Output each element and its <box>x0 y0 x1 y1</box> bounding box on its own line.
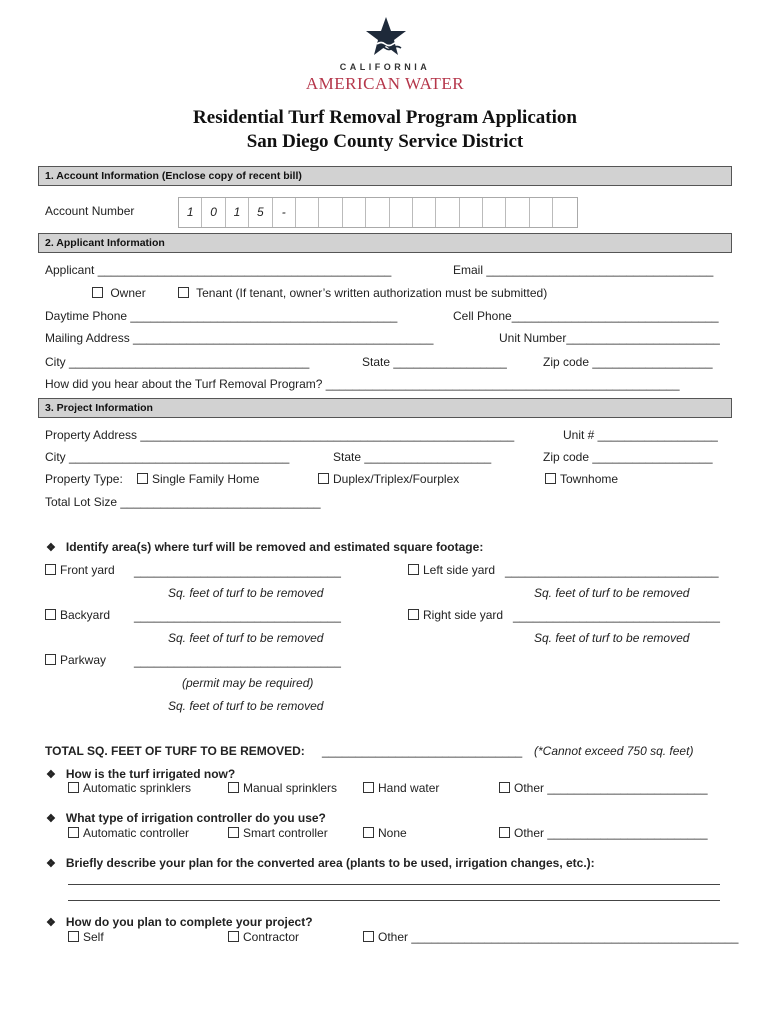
plan-input-line-1[interactable] <box>68 884 720 885</box>
duplex-checkbox[interactable] <box>318 473 329 484</box>
plan-input-line-2[interactable] <box>68 900 720 901</box>
self-label: Self <box>83 930 104 944</box>
controller-none-option[interactable] <box>363 826 407 840</box>
left-side-yard-option[interactable] <box>408 563 495 577</box>
left-side-yard-caption: Sq. feet of turf to be removed <box>534 586 690 600</box>
backyard-sqft-input[interactable]: _______________________________ <box>134 609 341 623</box>
account-number-input[interactable] <box>178 197 578 228</box>
front-yard-option[interactable] <box>45 563 115 577</box>
account-digit[interactable] <box>366 198 389 227</box>
controller-other-checkbox[interactable] <box>499 827 510 838</box>
property-type-label: Property Type: <box>45 472 123 486</box>
controller-other-option[interactable] <box>499 826 708 840</box>
manual-sprinklers-checkbox[interactable] <box>228 782 239 793</box>
front-yard-caption: Sq. feet of turf to be removed <box>168 586 324 600</box>
complete-question: ❖ How do you plan to complete your project? <box>46 915 313 929</box>
automatic-controller-checkbox[interactable] <box>68 827 79 838</box>
account-digit[interactable]: 0 <box>202 198 225 227</box>
owner-label: Owner <box>110 286 146 300</box>
total-sqft-input[interactable]: ______________________________ <box>322 744 523 758</box>
none-checkbox[interactable] <box>363 827 374 838</box>
right-side-yard-label: Right side yard <box>423 608 504 622</box>
property-state-field[interactable]: State ___________________ <box>333 450 492 464</box>
section-3-header: 3. Project Information <box>38 398 732 418</box>
total-sqft-note: (*Cannot exceed 750 sq. feet) <box>534 744 694 758</box>
hand-water-checkbox[interactable] <box>363 782 374 793</box>
property-unit-field[interactable]: Unit # __________________ <box>563 428 718 442</box>
account-digit[interactable]: 1 <box>226 198 249 227</box>
plan-question: ❖ Briefly describe your plan for the converted area (plants to be used, irrigation changes, etc.): <box>46 856 595 870</box>
heard-about-field[interactable]: How did you hear about the Turf Removal Program? _____________________________________________________ <box>45 377 680 391</box>
account-digit[interactable] <box>530 198 553 227</box>
property-zip-field[interactable]: Zip code __________________ <box>543 450 713 464</box>
front-yard-checkbox[interactable] <box>45 564 56 575</box>
email-field[interactable]: Email __________________________________ <box>453 263 714 277</box>
automatic-sprinklers-label: Automatic sprinklers <box>83 781 192 795</box>
areas-heading: ❖ Identify area(s) where turf will be removed and estimated square footage: <box>46 540 484 554</box>
backyard-checkbox[interactable] <box>45 609 56 620</box>
account-digit[interactable] <box>319 198 342 227</box>
city-field[interactable]: City ____________________________________ <box>45 355 310 369</box>
account-digit[interactable] <box>390 198 413 227</box>
single-family-checkbox[interactable] <box>137 473 148 484</box>
logo-american-water: AMERICAN WATER <box>305 74 465 93</box>
manual-sprinklers-label: Manual sprinklers <box>243 781 338 795</box>
front-yard-sqft-input[interactable]: _______________________________ <box>134 564 341 578</box>
complete-contractor-option[interactable] <box>228 930 299 944</box>
front-yard-label: Front yard <box>60 563 115 577</box>
account-digit[interactable] <box>296 198 319 227</box>
left-side-yard-sqft-input[interactable]: ________________________________ <box>505 564 719 578</box>
account-number-label: Account Number <box>45 204 135 218</box>
backyard-caption: Sq. feet of turf to be removed <box>168 631 324 645</box>
logo-california: CALIFORNIA <box>339 62 431 72</box>
parkway-caption: Sq. feet of turf to be removed <box>168 699 324 713</box>
right-side-yard-checkbox[interactable] <box>408 609 419 620</box>
star-logo-icon <box>365 16 407 58</box>
diamond-bullet-icon: ❖ <box>46 917 56 929</box>
backyard-label: Backyard <box>60 608 111 622</box>
controller-question: ❖ What type of irrigation controller do you use? <box>46 811 326 825</box>
single-family-label: Single Family Home <box>152 472 260 486</box>
section-1-header: 1. Account Information (Enclose copy of recent bill) <box>38 166 732 186</box>
none-label: None <box>378 826 407 840</box>
parkway-option[interactable] <box>45 653 106 667</box>
irrigation-hand-option[interactable] <box>363 781 439 795</box>
mailing-address-field[interactable]: Mailing Address _____________________________________________ <box>45 331 434 345</box>
diamond-bullet-icon: ❖ <box>46 858 56 870</box>
automatic-controller-label: Automatic controller <box>83 826 190 840</box>
tenant-checkbox[interactable] <box>178 287 189 298</box>
irrigation-other-label: Other ________________________ <box>514 781 708 795</box>
complete-self-option[interactable] <box>68 930 104 944</box>
self-checkbox[interactable] <box>68 931 79 942</box>
parkway-checkbox[interactable] <box>45 654 56 665</box>
account-digit[interactable]: 5 <box>249 198 272 227</box>
zip-field[interactable]: Zip code __________________ <box>543 355 713 369</box>
complete-other-checkbox[interactable] <box>363 931 374 942</box>
diamond-bullet-icon: ❖ <box>46 813 56 825</box>
left-side-yard-label: Left side yard <box>423 563 496 577</box>
diamond-bullet-icon: ❖ <box>46 769 56 781</box>
hand-water-label: Hand water <box>378 781 440 795</box>
controller-automatic-option[interactable] <box>68 826 189 840</box>
contractor-checkbox[interactable] <box>228 931 239 942</box>
account-digit[interactable] <box>553 198 576 227</box>
duplex-label: Duplex/Triplex/Fourplex <box>333 472 460 486</box>
account-digit[interactable]: - <box>273 198 296 227</box>
account-digit[interactable] <box>506 198 529 227</box>
account-digit[interactable]: 1 <box>179 198 202 227</box>
townhome-option[interactable] <box>545 472 618 486</box>
left-side-yard-checkbox[interactable] <box>408 564 419 575</box>
permit-note: (permit may be required) <box>182 676 314 690</box>
total-lot-size-field[interactable]: Total Lot Size ______________________________ <box>45 495 321 509</box>
duplex-option[interactable] <box>318 472 459 486</box>
account-digit[interactable] <box>483 198 506 227</box>
automatic-sprinklers-checkbox[interactable] <box>68 782 79 793</box>
backyard-option[interactable] <box>45 608 110 622</box>
owner-checkbox[interactable] <box>92 287 103 298</box>
right-side-yard-caption: Sq. feet of turf to be removed <box>534 631 690 645</box>
right-side-yard-sqft-input[interactable]: _______________________________ <box>513 609 720 623</box>
state-field[interactable]: State _________________ <box>362 355 507 369</box>
total-sqft-label: TOTAL SQ. FEET OF TURF TO BE REMOVED: <box>45 744 305 758</box>
single-family-option[interactable] <box>137 472 259 486</box>
townhome-label: Townhome <box>560 472 619 486</box>
right-side-yard-option[interactable] <box>408 608 503 622</box>
parkway-label: Parkway <box>60 653 107 667</box>
complete-other-option[interactable] <box>363 930 738 944</box>
account-digit[interactable] <box>343 198 366 227</box>
irrigation-other-checkbox[interactable] <box>499 782 510 793</box>
property-city-field[interactable]: City _________________________________ <box>45 450 290 464</box>
tenant-option[interactable] <box>178 286 547 300</box>
contractor-label: Contractor <box>243 930 300 944</box>
smart-controller-label: Smart controller <box>243 826 328 840</box>
page-subtitle: San Diego County Service District <box>246 131 524 152</box>
townhome-checkbox[interactable] <box>545 473 556 484</box>
unit-number-field[interactable]: Unit Number_______________________ <box>499 331 720 345</box>
irrigation-automatic-option[interactable] <box>68 781 191 795</box>
page-title: Residential Turf Removal Program Application <box>193 107 577 128</box>
account-digit[interactable] <box>460 198 483 227</box>
controller-other-label: Other ________________________ <box>514 826 708 840</box>
smart-controller-checkbox[interactable] <box>228 827 239 838</box>
account-digit[interactable] <box>413 198 436 227</box>
owner-option[interactable] <box>92 286 146 300</box>
irrigation-manual-option[interactable] <box>228 781 337 795</box>
section-2-header: 2. Applicant Information <box>38 233 732 253</box>
parkway-sqft-input[interactable]: _______________________________ <box>134 654 341 668</box>
tenant-label: Tenant (If tenant, owner’s written authorization must be submitted) <box>196 286 548 300</box>
property-address-field[interactable]: Property Address ________________________________________________________ <box>45 428 515 442</box>
controller-smart-option[interactable] <box>228 826 328 840</box>
daytime-phone-field[interactable]: Daytime Phone ________________________________________ <box>45 309 398 323</box>
irrigation-question: ❖ How is the turf irrigated now? <box>46 767 236 781</box>
complete-other-label: Other _________________________________________________ <box>378 930 739 944</box>
irrigation-other-option[interactable] <box>499 781 708 795</box>
applicant-field[interactable]: Applicant ____________________________________________ <box>45 263 392 277</box>
diamond-bullet-icon: ❖ <box>46 542 56 554</box>
cell-phone-field[interactable]: Cell Phone_______________________________ <box>453 309 719 323</box>
account-digit[interactable] <box>436 198 459 227</box>
